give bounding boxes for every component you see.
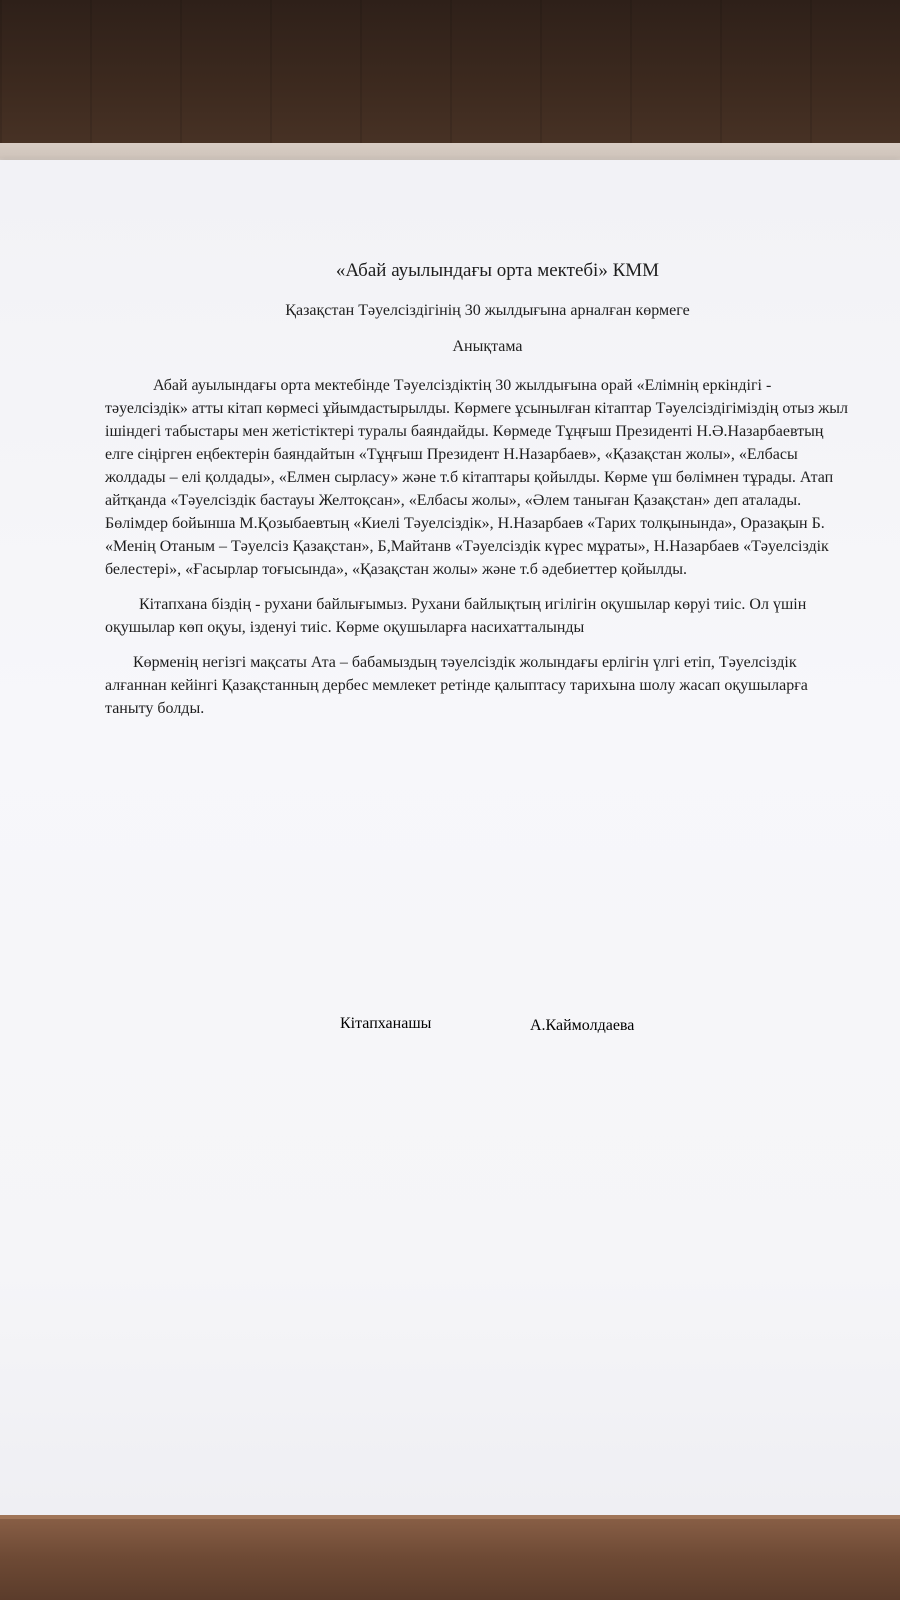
document-subtitle: Қазақстан Тәуелсіздігінің 30 жылдығына арналған көрмеге xyxy=(285,302,690,319)
paragraph-1: Абай ауылындағы орта мектебінде Тәуелсіздіктің 30 жылдығына орай «Елімнің еркіндігі - тәуелсіздік» атты кітап көрмесі ұйымдастырылды. Көрмеге ұсынылған кітаптар Тәуелсіздігіміздің отыз жыл ішіндегі табыстары мен жетістіктері туралы баяндайды. Көрмеде Тұңғыш Президенті Н.Ә.Назарбаевтың елге сіңірген еңбектерін баяндайтын «Тұңғыш Президент Н.Назарбаев», «Қазақстан жолы», «Елбасы жолдады – елі қолдады», «Елмен сырласу» және т.б кітаптары қойылды. Көрме үш бөлімнен тұрады. Атап айтқанда «Тәуелсіздік бастауы Желтоқсан», «Елбасы жолы», «Әлем таныған Қазақстан» деп аталады. Бөлімдер бойынша М.Қозыбаевтың «Киелі Тәуелсіздік», Н.Назарбаев «Тарих толқынында», Оразақын Б. «Менің Отаным – Тәуелсіз Қазақстан», Б,Майтанв «Тәуелсіздік күрес мұраты», Н.Назарбаев «Тәуелсіздік белестері», «Ғасырлар тоғысында», «Қазақстан жолы» және т.б әдебиеттер қойылды. xyxy=(105,377,848,578)
wooden-background-top xyxy=(0,0,900,160)
paragraph-3: Көрменің негізгі мақсаты Ата – бабамыздың тәуелсіздік жолындағы ерлігін үлгі етіп, Тәуелсіздік алғаннан кейінгі Қазақстанның дербес мемлекет ретінде қалыптасу тарихына шолу жасап оқушыларға таныту болды. xyxy=(105,654,808,717)
wooden-background-bottom xyxy=(0,1515,900,1600)
paper-sheet xyxy=(0,160,900,1550)
document-body xyxy=(105,260,850,732)
paragraph-2: Кітапхана біздің - рухани байлығымыз. Рухани байлықтың игілігін оқушылар көруі тиіс. Ол үшін оқушылар көп оқуы, ізденуі тиіс. Көрме оқушыларға насихатталынды xyxy=(105,596,807,636)
signature-role: Кітапханашы xyxy=(340,1015,432,1032)
document-title: «Абай ауылындағы орта мектебі» КММ xyxy=(335,260,660,281)
document-type-heading: Анықтама xyxy=(452,338,523,355)
signature-name: А.Каймолдаева xyxy=(530,1017,635,1034)
